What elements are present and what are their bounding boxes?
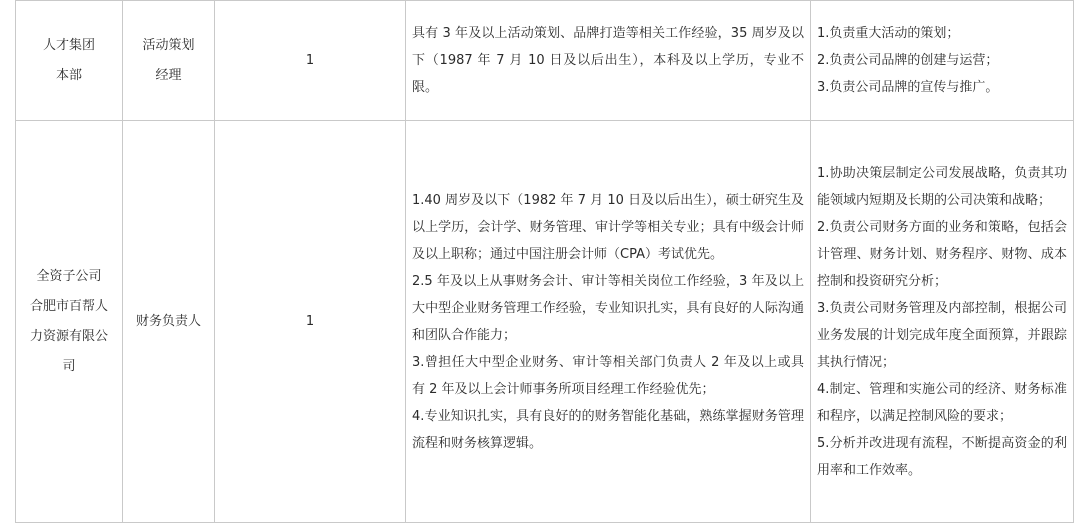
duties-cell (811, 121, 1074, 523)
headcount: 1 (305, 52, 315, 68)
duty-item: 2.负责公司财务方面的业务和策略，包括会计管理、财务计划、财务程序、财物、成本控制和投资研究分析； (817, 219, 1067, 289)
requirement-item: 1.40 周岁及以下（1982 年 7 月 10 日及以后出生），硕士研究生及以上学历，会计学、财务管理、审计学等相关专业；具有中级会计师及以上职称；通过中国注册会计师（CPA）考试优先。 (412, 192, 804, 262)
org-line: 人才集团 (42, 37, 95, 53)
position-name: 财务负责人 (135, 313, 201, 329)
count-cell (215, 1, 406, 121)
position-name (142, 31, 194, 91)
table-row (16, 121, 1074, 523)
org-line: 司 (62, 358, 76, 374)
recruitment-table (15, 0, 1074, 523)
requirements-cell (406, 121, 811, 523)
requirement-item: 3.曾担任大中型企业财务、审计等相关部门负责人 2 年及以上或具有 2 年及以上会计师事务所项目经理工作经验优先； (412, 354, 804, 397)
headcount: 1 (305, 313, 315, 329)
duty-item: 4.制定、管理和实施公司的经济、财务标准和程序，以满足控制风险的要求； (817, 381, 1067, 424)
duty-item: 5.分析并改进现有流程，不断提高资金的利用率和工作效率。 (817, 435, 1067, 478)
position-cell (123, 1, 215, 121)
org-cell (16, 1, 123, 121)
duty-item: 2.负责公司品牌的创建与运营； (817, 53, 999, 68)
position-cell (123, 121, 215, 523)
duty-item: 1.协助决策层制定公司发展战略，负责其功能领域内短期及长期的公司决策和战略； (817, 165, 1067, 208)
org-line: 本部 (55, 67, 82, 83)
org-name (43, 31, 95, 91)
position-line: 活动策划 (142, 37, 195, 53)
duty-item: 3.负责公司品牌的宣传与推广。 (817, 80, 999, 95)
duty-item: 3.负责公司财务管理及内部控制，根据公司业务发展的计划完成年度全面预算，并跟踪其执行情况； (817, 300, 1067, 370)
duties-cell (811, 1, 1074, 121)
requirement-item: 具有 3 年及以上活动策划、品牌打造等相关工作经验，35 周岁及以下（1987 年 7 月 10 日及以后出生），本科及以上学历，专业不限。 (412, 26, 804, 95)
duty-item: 1.负责重大活动的策划； (817, 26, 960, 41)
table-row (16, 1, 1074, 121)
org-line: 全资子公司 (36, 268, 102, 284)
requirement-item: 4.专业知识扎实，具有良好的的财务智能化基础，熟练掌握财务管理流程和财务核算逻辑。 (412, 408, 804, 451)
org-line: 力资源有限公 (29, 328, 108, 344)
count-cell (215, 121, 406, 523)
org-cell (16, 121, 123, 523)
org-name (30, 262, 108, 382)
position-line: 经理 (155, 67, 182, 83)
requirements-cell (406, 1, 811, 121)
org-line: 合肥市百帮人 (29, 298, 108, 314)
requirement-item: 2.5 年及以上从事财务会计、审计等相关岗位工作经验，3 年及以上大中型企业财务管理工作经验，专业知识扎实，具有良好的人际沟通和团队合作能力； (412, 273, 804, 343)
